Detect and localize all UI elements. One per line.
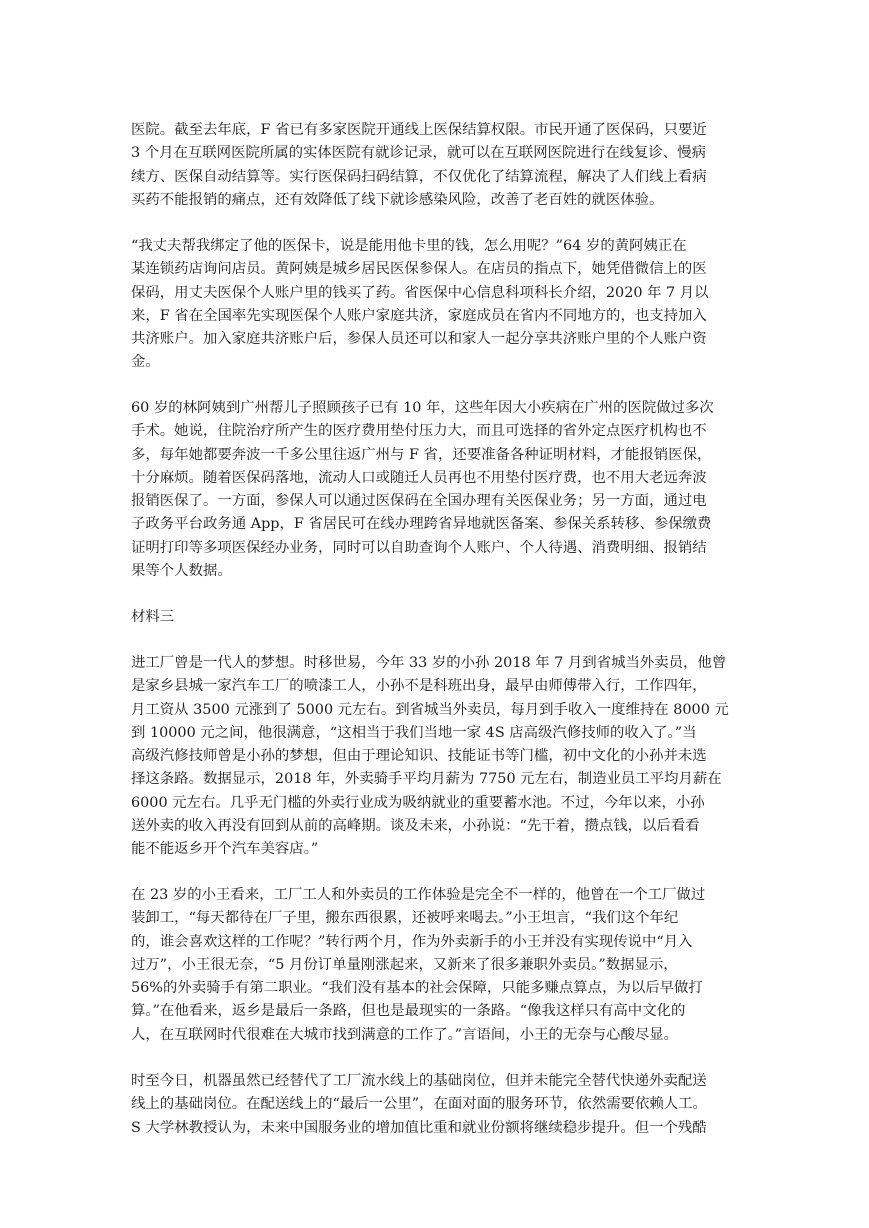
text-line: “我丈夫帮我绑定了他的医保卡，说是能用他卡里的钱，怎么用呢？”64 岁的黄阿姨正在 xyxy=(131,238,687,254)
text-line: 手术。她说，住院治疗所产生的医疗费用垫付压力大，而且可选择的省外定点医疗机构也不 xyxy=(131,423,707,440)
section-title: 材料三 xyxy=(131,609,175,625)
section-heading xyxy=(131,606,739,629)
paragraph-1 xyxy=(131,119,739,212)
paragraph-5 xyxy=(131,884,739,1047)
text-line: 能不能返乡开个汽车美容店。” xyxy=(131,841,319,858)
text-line: 证明打印等多项医保经办业务，同时可以自助查询个人账户、个人待遇、消费明细、报销结 xyxy=(131,539,707,556)
paragraph-4 xyxy=(131,652,739,862)
paragraph-3 xyxy=(131,397,739,583)
text-line: 56%的外卖骑手有第二职业。“我们没有基本的社会保障，只能多赚点算点，为以后早做打 xyxy=(131,980,703,997)
text-line: 装卸工，“每天都待在厂子里，搬东西很累，还被呼来喝去。”小王坦言，“我们这个年纪 xyxy=(131,910,679,927)
text-line: 是家乡县城一家汽车工厂的喷漆工人，小孙不是科班出身，最早由师傅带入行，工作四年， xyxy=(131,678,707,695)
paragraph-6 xyxy=(131,1070,739,1140)
text-line: 6000 元左右。几乎无门槛的外卖行业成为吸纳就业的重要蓄水池。不过，今年以来，小孙 xyxy=(131,794,705,811)
text-line: 60 岁的林阿姨到广州帮儿子照顾孩子已有 10 年，这些年因大小疾病在广州的医院做过多次 xyxy=(131,400,714,416)
text-line: 买药不能报销的痛点，还有效降低了线下就诊感染风险，改善了老百姓的就医体验。 xyxy=(131,191,664,208)
paragraph-2 xyxy=(131,235,739,375)
text-line: 共济账户。加入家庭共济账户后，参保人员还可以和家人一起分享共济账户里的个人账户资 xyxy=(131,331,707,348)
text-line: 十分麻烦。随着医保码落地，流动人口或随迁人员再也不用垫付医疗费，也不用大老远奔波 xyxy=(131,469,707,486)
text-line: 保码，用丈夫医保个人账户里的钱买了药。省医保中心信息科项科长介绍，2020 年 7 月以 xyxy=(131,284,709,301)
text-line: 到 10000 元之间，他很满意，“这相当于我们当地一家 4S 店高级汽修技师的收入了。”当 xyxy=(131,724,697,741)
text-line: 3 个月在互联网医院所属的实体医院有就诊记录，就可以在互联网医院进行在线复诊、慢病 xyxy=(131,145,706,162)
text-line: 在 23 岁的小王看来，工厂工人和外卖员的工作体验是完全不一样的，他曾在一个工厂做过 xyxy=(131,887,706,903)
text-line: 报销医保了。一方面，参保人可以通过医保码在全国办理有关医保业务；另一方面，通过电 xyxy=(131,493,707,510)
text-line: 果等个人数据。 xyxy=(131,563,232,580)
text-line: 金。 xyxy=(131,354,160,371)
text-line: 续方、医保自动结算等。实行医保码扫码结算，不仅优化了结算流程，解决了人们线上看病 xyxy=(131,168,707,185)
text-line: 择这条路。数据显示，2018 年，外卖骑手平均月薪为 7750 元左右，制造业员工平均月薪在 xyxy=(131,771,722,788)
text-line: 高级汽修技师曾是小孙的梦想，但由于理论知识、技能证书等门槛，初中文化的小孙并未选 xyxy=(131,748,707,765)
text-line: 子政务平台政务通 App，F 省居民可在线办理跨省异地就医备案、参保关系转移、参保缴费 xyxy=(131,516,712,533)
text-line: 来，F 省在全国率先实现医保个人账户家庭共济，家庭成员在省内不同地方的，也支持加入 xyxy=(131,307,707,324)
text-line: 某连锁药店询问店员。黄阿姨是城乡居民医保参保人。在店员的指点下，她凭借微信上的医 xyxy=(131,261,707,278)
text-line: 进工厂曾是一代人的梦想。时移世易，今年 33 岁的小孙 2018 年 7 月到省城当外卖员，他曾 xyxy=(131,655,727,671)
text-line: 医院。截至去年底，F 省已有多家医院开通线上医保结算权限。市民开通了医保码，只要近 xyxy=(131,122,707,138)
text-line: S 大学林教授认为，未来中国服务业的增加值比重和就业份额将继续稳步提升。但一个残酷 xyxy=(131,1119,707,1136)
text-line: 的，谁会喜欢这样的工作呢？”转行两个月，作为外卖新手的小王并没有实现传说中“月入 xyxy=(131,933,693,950)
text-line: 时至今日，机器虽然已经替代了工厂流水线上的基础岗位，但并未能完全替代快递外卖配送 xyxy=(131,1073,707,1089)
text-line: 人，在互联网时代很难在大城市找到满意的工作了。”言语间，小王的无奈与心酸尽显。 xyxy=(131,1026,679,1043)
text-line: 多，每年她都要奔波一千多公里往返广州与 F 省，还要准备各种证明材料，才能报销医保， xyxy=(131,446,712,463)
text-line: 算。”在他看来，返乡是最后一条路，但也是最现实的一条路。“像我这样只有高中文化的 xyxy=(131,1003,686,1020)
text-line: 过万”，小王很无奈，“5 月份订单量刚涨起来，又新来了很多兼职外卖员。”数据显示， xyxy=(131,956,678,973)
text-line: 线上的基础岗位。在配送线上的“最后一公里”，在面对面的服务环节，依然需要依赖人工。 xyxy=(131,1096,707,1113)
text-line: 送外卖的收入再没有回到从前的高峰期。谈及未来，小孙说：“先干着，攒点钱，以后看看 xyxy=(131,818,700,835)
text-line: 月工资从 3500 元涨到了 5000 元左右。到省城当外卖员，每月到手收入一度维持在 8000 元 xyxy=(131,701,729,718)
